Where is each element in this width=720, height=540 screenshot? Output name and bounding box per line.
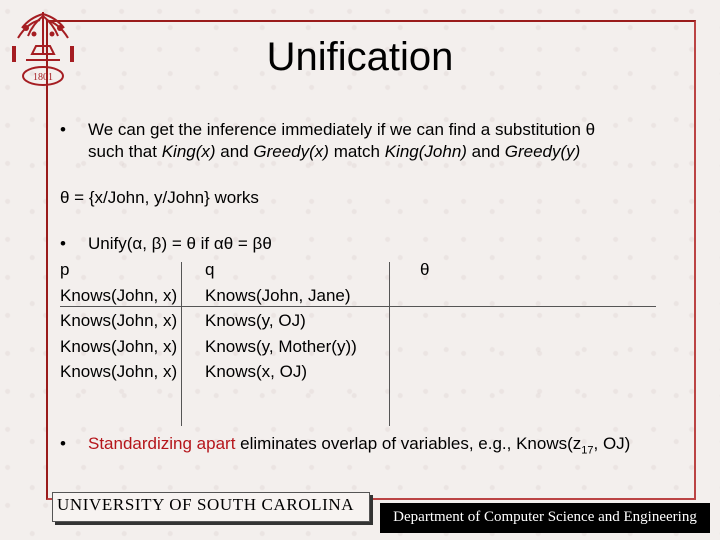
bullet-marker: • — [60, 120, 66, 139]
table-header-divider — [60, 306, 656, 307]
bullet-unify-definition — [60, 233, 460, 255]
table-header-p: p — [60, 260, 70, 279]
table-cell-p: Knows(John, x) — [60, 311, 178, 330]
table-column-divider — [181, 262, 182, 426]
bullet-marker: • — [60, 234, 66, 253]
table-column-divider — [389, 262, 390, 426]
bullet-standardizing-apart — [60, 433, 710, 457]
table-cell-q: Knows(John, Jane) — [205, 286, 351, 305]
table-header-q: q — [205, 260, 215, 279]
table-cell-p: Knows(John, x) — [60, 362, 178, 381]
table-cell-p: Knows(John, x) — [60, 337, 178, 356]
theta-works-line: θ = {x/John, y/John} works — [60, 188, 259, 207]
bullet-marker: • — [60, 434, 66, 453]
logo-year: 1801 — [33, 72, 53, 83]
table-cell-q: Knows(y, Mother(y)) — [205, 337, 357, 356]
table-cell-q: Knows(y, OJ) — [205, 311, 306, 330]
department-banner: Department of Computer Science and Engineering — [380, 503, 710, 533]
bullet-text-line1: We can get the inference immediately if we can find a substitution θ — [88, 120, 596, 139]
slide-frame — [46, 20, 696, 500]
table-header-theta: θ — [420, 260, 430, 279]
table-cell-p: Knows(John, x) — [60, 286, 178, 305]
unify-definition-text: Unify(α, β) = θ if αθ = βθ — [88, 234, 272, 253]
bullet-text-line2: such that King(x) and Greedy(x) match King(John) and Greedy(y) — [88, 142, 581, 161]
university-name-banner: UNIVERSITY OF SOUTH CAROLINA — [52, 492, 370, 522]
standardizing-apart-text: Standardizing apart eliminates overlap of variables, e.g., $Knows(z_{17}$, OJ) — [88, 434, 631, 457]
slide-title: Unification — [266, 35, 454, 79]
highlight-term: Standardizing apart — [88, 434, 236, 453]
table-cell-q: Knows(x, OJ) — [205, 362, 308, 381]
bullet-substitution — [60, 119, 700, 165]
